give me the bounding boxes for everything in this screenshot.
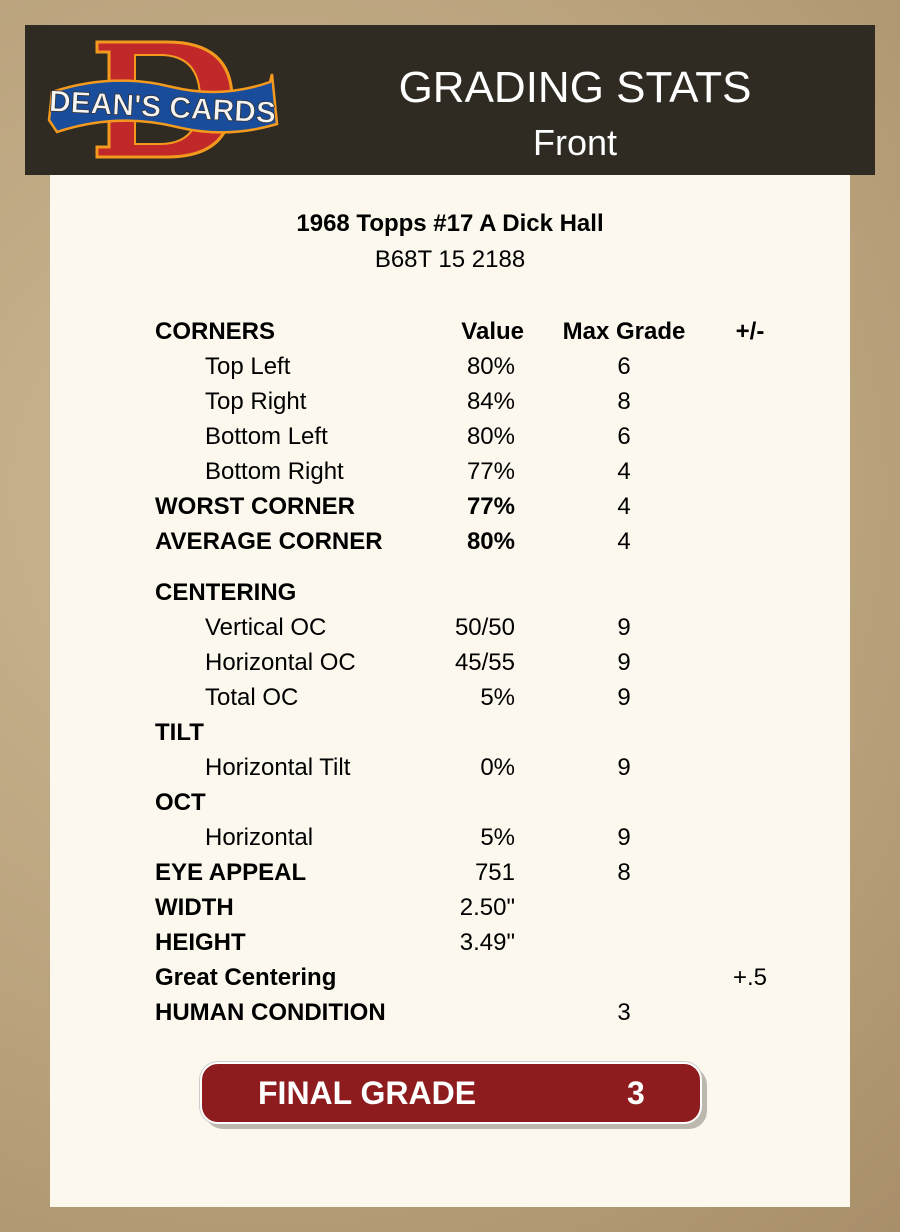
row-label: EYE APPEAL (155, 859, 307, 886)
card-code: B68T 15 2188 (374, 246, 526, 273)
row-value: 751 (474, 859, 515, 886)
row-label: HEIGHT (155, 929, 246, 956)
row-max-grade: 4 (617, 493, 631, 520)
table-row (155, 575, 795, 610)
row-label: Horizontal Tilt (205, 754, 351, 781)
row-value: 77% (466, 458, 515, 485)
table-row (155, 715, 795, 750)
card-name: 1968 Topps #17 A Dick Hall (296, 210, 604, 237)
row-label: Top Right (205, 388, 307, 415)
table-row (155, 680, 795, 715)
table-row (155, 349, 795, 384)
table-row (155, 925, 795, 960)
table-header (155, 314, 795, 349)
row-max-grade: 4 (617, 458, 631, 485)
row-label: TILT (155, 719, 204, 746)
table-row (155, 995, 795, 1030)
row-value: 50/50 (454, 614, 515, 641)
table-row (155, 454, 795, 489)
table-row (155, 384, 795, 419)
row-label: OCT (155, 789, 206, 816)
row-value: 77% (466, 493, 515, 520)
row-max-grade: 8 (617, 859, 631, 886)
row-label: WORST CORNER (155, 493, 355, 520)
table-row (155, 855, 795, 890)
row-label: Horizontal (205, 824, 314, 851)
row-label: Bottom Right (205, 458, 344, 485)
row-label: Top Left (205, 353, 291, 380)
row-value: 5% (480, 684, 515, 711)
table-row (155, 489, 795, 524)
max-grade-column-header: Max Grade (562, 318, 686, 345)
row-value: 45/55 (454, 649, 515, 676)
table-row (155, 820, 795, 855)
row-label: HUMAN CONDITION (155, 999, 386, 1026)
row-max-grade: 9 (617, 684, 631, 711)
row-max-grade: 8 (617, 388, 631, 415)
svg-text:DEAN'S CARDS: DEAN'S CARDS (48, 85, 277, 130)
row-label: Vertical OC (205, 614, 327, 641)
row-value: 3.49" (459, 929, 515, 956)
row-max-grade: 6 (617, 353, 631, 380)
row-value: 80% (466, 423, 515, 450)
row-label: WIDTH (155, 894, 234, 921)
row-value: 0% (480, 754, 515, 781)
header-bar (25, 25, 875, 175)
row-max-grade: 9 (617, 754, 631, 781)
row-label: Total OC (205, 684, 299, 711)
table-row (155, 610, 795, 645)
row-max-grade: 9 (617, 614, 631, 641)
row-label: AVERAGE CORNER (155, 528, 383, 555)
row-max-grade: 4 (617, 528, 631, 555)
table-row (155, 890, 795, 925)
deans-cards-logo (47, 37, 282, 162)
row-max-grade: 9 (617, 824, 631, 851)
plus-minus-column-header: +/- (735, 318, 765, 345)
page-title: GRADING STATS (398, 63, 752, 112)
table-row (155, 785, 795, 820)
row-max-grade: 6 (617, 423, 631, 450)
final-grade-label: FINAL GRADE (258, 1075, 477, 1111)
row-value: 5% (480, 824, 515, 851)
table-row (155, 750, 795, 785)
row-max-grade: 9 (617, 649, 631, 676)
row-value: 80% (466, 528, 515, 555)
page-subtitle: Front (532, 122, 618, 163)
row-label: Bottom Left (205, 423, 328, 450)
row-plus-minus: +.5 (732, 964, 768, 991)
table-row (155, 524, 795, 559)
row-value: 80% (466, 353, 515, 380)
row-label: Great Centering (155, 964, 337, 991)
row-label: CENTERING (155, 579, 297, 606)
table-row (155, 960, 795, 995)
row-value: 84% (466, 388, 515, 415)
grading-table (155, 314, 795, 1030)
value-column-header: Value (461, 318, 524, 345)
final-grade-banner (200, 1062, 702, 1124)
row-value: 2.50" (459, 894, 515, 921)
corners-heading: CORNERS (155, 318, 276, 345)
table-row (155, 419, 795, 454)
row-label: Horizontal OC (205, 649, 356, 676)
table-row (155, 645, 795, 680)
final-grade-value: 3 (627, 1075, 645, 1111)
row-max-grade: 3 (617, 999, 631, 1026)
